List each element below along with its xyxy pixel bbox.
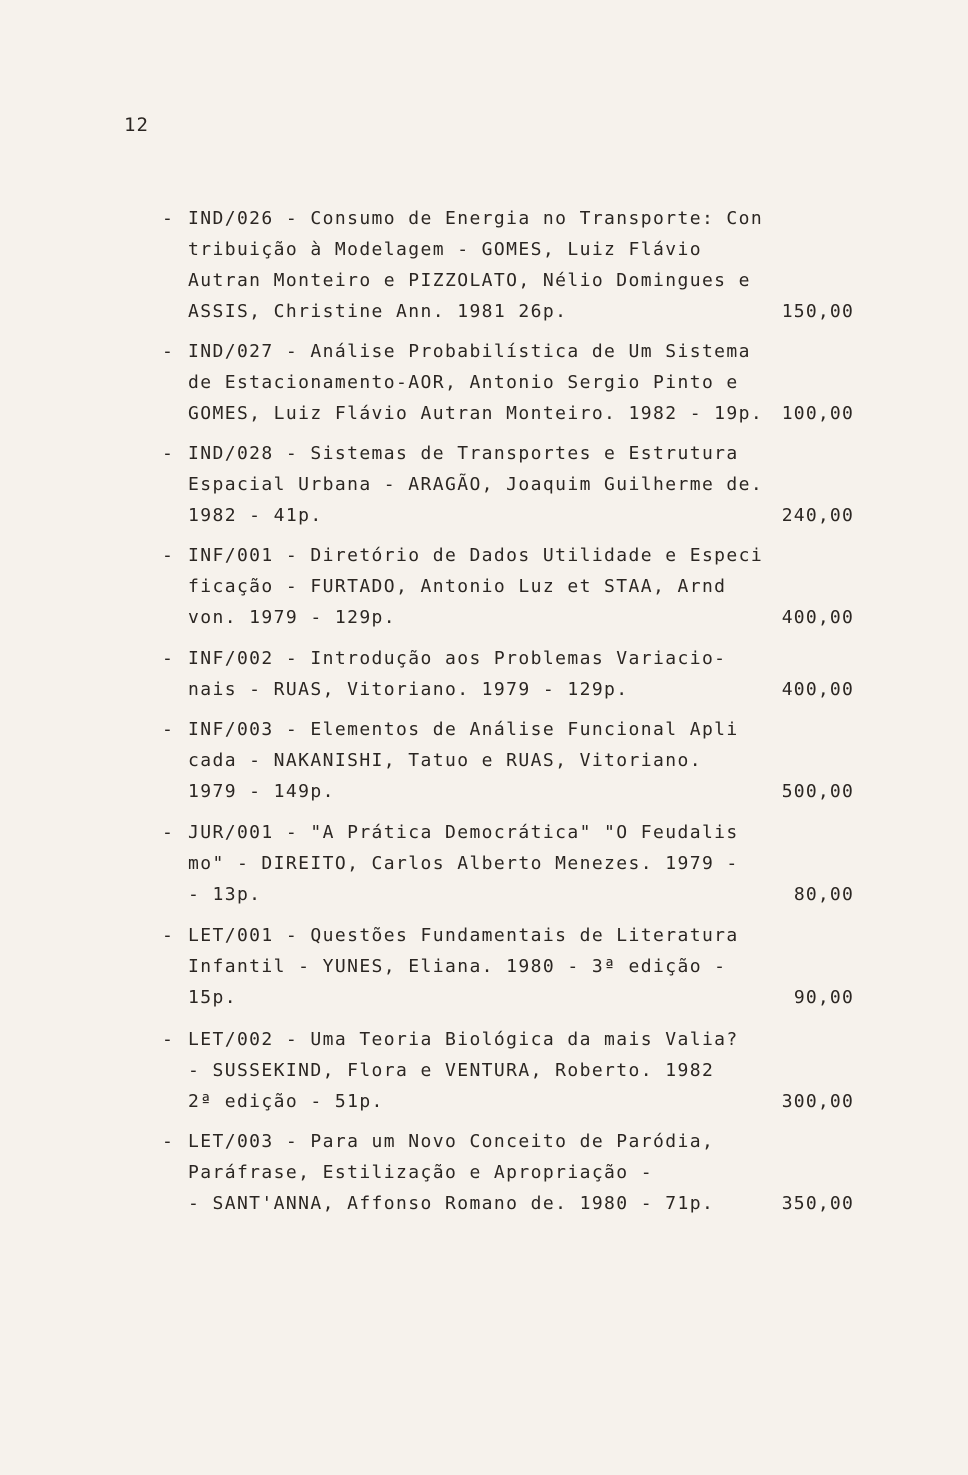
entry-line: Infantil - YUNES, Eliana. 1980 - 3ª edição -	[188, 956, 727, 977]
entry-line: - 13p.	[188, 884, 262, 905]
entry-line: - SANT'ANNA, Affonso Romano de. 1980 - 71p.	[188, 1193, 715, 1214]
entry-line: mo" - DIREITO, Carlos Alberto Menezes. 1979 -	[188, 853, 739, 874]
entry-line: LET/002 - Uma Teoria Biológica da mais Valia?	[188, 1029, 739, 1050]
entry-line: ficação - FURTADO, Antonio Luz et STAA, Arnd	[188, 576, 727, 597]
entry-line: - SUSSEKIND, Flora e VENTURA, Roberto. 1982	[188, 1060, 715, 1081]
entry-price: 500,00	[781, 781, 854, 802]
entry-price: 100,00	[781, 403, 854, 424]
entry-line: IND/026 - Consumo de Energia no Transporte: Con	[188, 208, 764, 229]
entry-line: Autran Monteiro e PIZZOLATO, Nélio Domingues e	[188, 270, 751, 291]
entry-bullet: -	[162, 648, 173, 669]
entry-line: 1982 - 41p.	[188, 505, 323, 526]
entry-bullet: -	[162, 443, 173, 464]
entry-bullet: -	[162, 341, 173, 362]
entry-line: cada - NAKANISHI, Tatuo e RUAS, Vitoriano.	[188, 750, 702, 771]
entry-price: 150,00	[781, 301, 854, 322]
entry-line: von. 1979 - 129p.	[188, 607, 397, 628]
entry-price: 400,00	[781, 679, 854, 700]
entry-price: 90,00	[793, 987, 854, 1008]
entry-price: 400,00	[781, 607, 854, 628]
entry-line: INF/002 - Introdução aos Problemas Variacio-	[188, 648, 727, 669]
entry-bullet: -	[162, 208, 173, 229]
entry-line: IND/027 - Análise Probabilística de Um Sistema	[188, 341, 751, 362]
entry-line: Espacial Urbana - ARAGÃO, Joaquim Guilherme de.	[188, 474, 764, 495]
entry-bullet: -	[162, 1131, 173, 1152]
entry-line: ASSIS, Christine Ann. 1981 26p.	[188, 301, 568, 322]
entry-bullet: -	[162, 545, 173, 566]
entry-bullet: -	[162, 925, 173, 946]
entry-price: 300,00	[781, 1091, 854, 1112]
entry-price: 350,00	[781, 1193, 854, 1214]
entry-line: 2ª edição - 51p.	[188, 1091, 384, 1112]
entry-line: LET/001 - Questões Fundamentais de Literatura	[188, 925, 739, 946]
entry-line: LET/003 - Para um Novo Conceito de Paródia,	[188, 1131, 715, 1152]
entry-line: de Estacionamento-AOR, Antonio Sergio Pinto e	[188, 372, 739, 393]
entry-line: tribuição à Modelagem - GOMES, Luiz Flávio	[188, 239, 702, 260]
entry-line: GOMES, Luiz Flávio Autran Monteiro. 1982 - 19p.	[188, 403, 764, 424]
entry-line: nais - RUAS, Vitoriano. 1979 - 129p.	[188, 679, 629, 700]
entry-price: 80,00	[793, 884, 854, 905]
entry-line: JUR/001 - "A Prática Democrática" "O Feudalis	[188, 822, 739, 843]
page-number: 12	[124, 114, 149, 136]
entry-line: IND/028 - Sistemas de Transportes e Estrutura	[188, 443, 739, 464]
entry-price: 240,00	[781, 505, 854, 526]
entry-bullet: -	[162, 1029, 173, 1050]
entry-line: 1979 - 149p.	[188, 781, 335, 802]
entry-bullet: -	[162, 822, 173, 843]
entry-line: Paráfrase, Estilização e Apropriação -	[188, 1162, 654, 1183]
entry-line: INF/001 - Diretório de Dados Utilidade e Especi	[188, 545, 764, 566]
entry-line: INF/003 - Elementos de Análise Funcional Apli	[188, 719, 739, 740]
entry-bullet: -	[162, 719, 173, 740]
entry-line: 15p.	[188, 987, 237, 1008]
